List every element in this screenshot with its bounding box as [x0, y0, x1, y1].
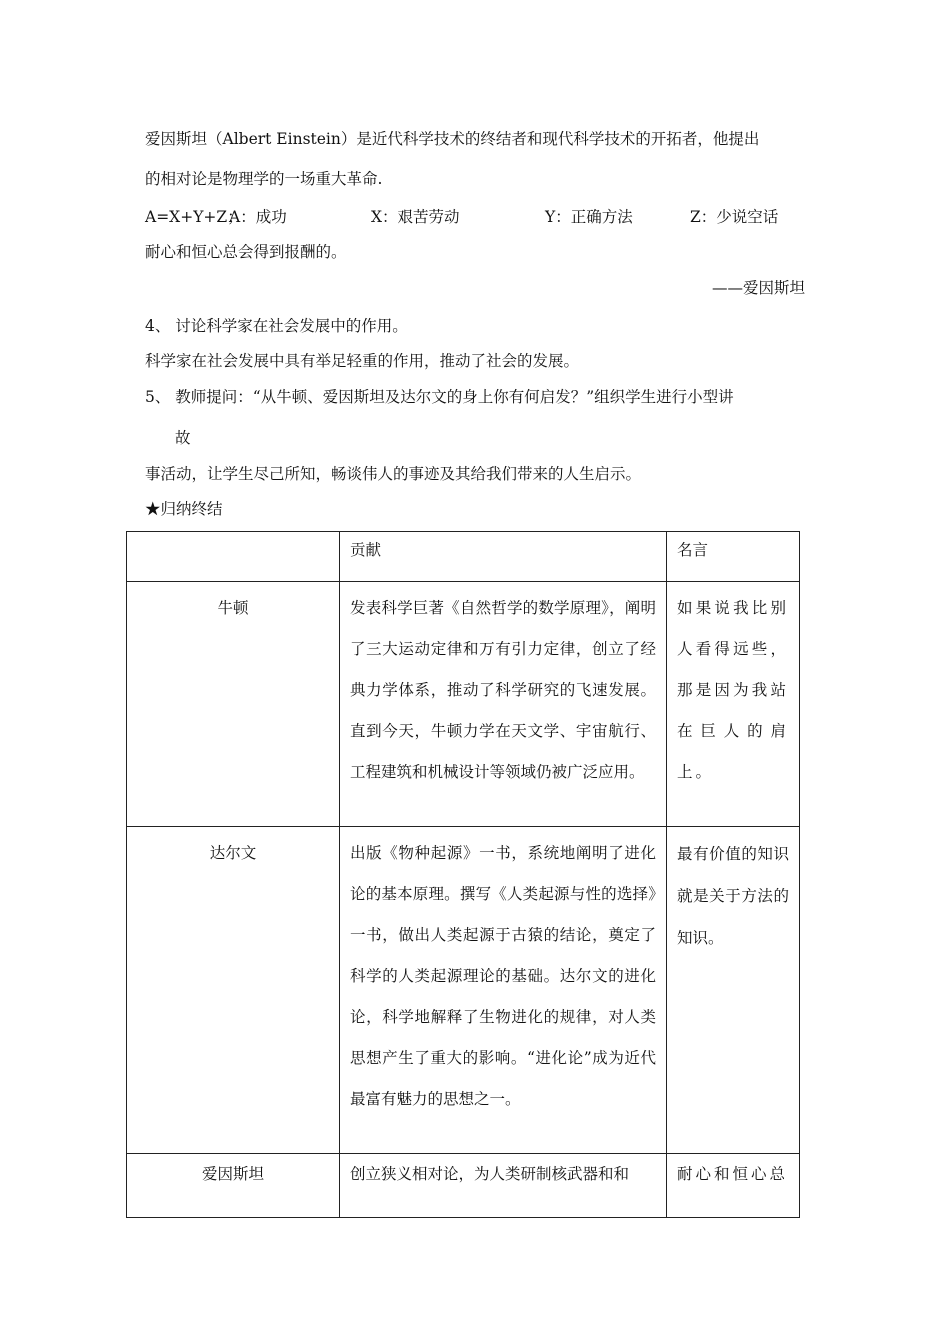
table-row	[127, 582, 800, 827]
scientist-name: 牛顿	[127, 582, 340, 827]
formula-x: X：艰苦劳动	[371, 208, 460, 226]
table-row	[127, 827, 800, 1154]
einstein-intro-line-1: 爱因斯坦（Albert Einstein）是近代科学技术的终结者和现代科学技术的开拓者，他提出	[145, 130, 760, 148]
scientist-quote: 耐心和恒心总	[667, 1154, 800, 1218]
item-5-title-line-2: 故	[175, 429, 191, 447]
summary-heading: ★归纳终结	[145, 500, 223, 518]
scientist-name: 达尔文	[127, 827, 340, 1154]
formula-a: A：成功	[229, 208, 287, 226]
scientist-contribution: 创立狭义相对论，为人类研制核武器和和	[340, 1154, 667, 1218]
scientist-contribution: 出版《物种起源》一书，系统地阐明了进化论的基本原理。撰写《人类起源与性的选择》一书，做出人类起源于古猿的结论，奠定了科学的人类起源理论的基础。达尔文的进化论，科学地解释了生物进化的规律，对人类思想产生了重大的影响。“进化论”成为近代最富有魅力的思想之一。	[340, 827, 667, 1154]
einstein-quote: 耐心和恒心总会得到报酬的。	[145, 243, 347, 261]
einstein-intro-line-2: 的相对论是物理学的一场重大革命.	[145, 170, 383, 188]
scientist-quote: 最有价值的知识就是关于方法的知识。	[667, 827, 800, 1154]
success-formula	[145, 205, 825, 227]
formula-z: Z：少说空话	[690, 208, 779, 226]
table-header-row	[127, 532, 800, 582]
header-empty-cell	[127, 532, 340, 582]
scientist-quote: 如果说我比别人看得远些，那是因为我站在巨人的肩上。	[667, 582, 800, 827]
scientists-summary-table	[126, 531, 800, 1218]
table-row	[127, 1154, 800, 1218]
item-4-answer: 科学家在社会发展中具有举足轻重的作用，推动了社会的发展。	[145, 352, 580, 370]
item-4-title: 4、 讨论科学家在社会发展中的作用。	[145, 317, 408, 335]
formula-y: Y：正确方法	[545, 208, 633, 226]
header-contribution: 贡献	[340, 532, 667, 582]
quote-author: ——爱因斯坦	[711, 279, 805, 297]
scientist-name: 爱因斯坦	[127, 1154, 340, 1218]
formula-main: A=X+Y+Z；	[145, 208, 243, 226]
scientist-contribution: 发表科学巨著《自然哲学的数学原理》，阐明了三大运动定律和万有引力定律，创立了经典力学体系，推动了科学研究的飞速发展。直到今天，牛顿力学在天文学、宇宙航行、工程建筑和机械设计等领域仍被广泛应用。	[340, 582, 667, 827]
item-5-text: 事活动，让学生尽己所知，畅谈伟人的事迹及其给我们带来的人生启示。	[145, 465, 642, 483]
item-5-title-line-1: 5、 教师提问：“从牛顿、爱因斯坦及达尔文的身上你有何启发？”组织学生进行小型讲	[145, 388, 734, 406]
header-quote: 名言	[667, 532, 800, 582]
